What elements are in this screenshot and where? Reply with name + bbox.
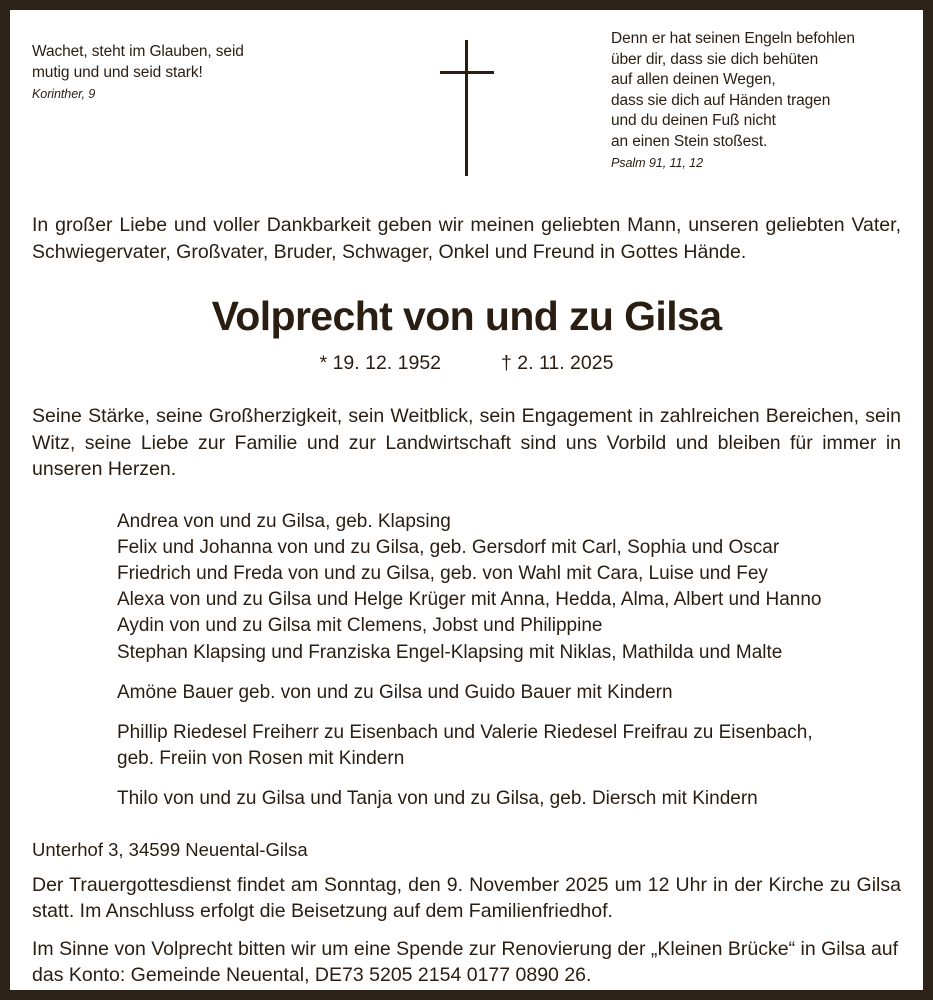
family-line: Aydin von und zu Gilsa mit Clemens, Jobst und Philippine <box>117 615 603 637</box>
donation-text: Im Sinne von Volprecht bitten wir um eine Spende zur Renovierung der „Kleinen Brücke“ in Gilsa auf das Konto: Gemeinde Neuental, DE73 5205 2154 0177 0890 26. <box>32 937 899 987</box>
family-line: Phillip Riedesel Freiherr zu Eisenbach und Valerie Riedesel Freifrau zu Eisenbach, <box>117 721 813 743</box>
tribute-text: Seine Stärke, seine Großherzigkeit, sein Weitblick, sein Engagement in zahlreichen Bereichen, sein Witz, seine Liebe zur Familie und zur Landwirtschaft sind uns Vorbild und bleiben für immer in unseren Herzen. <box>32 405 901 480</box>
deceased-name: Volprecht von und zu Gilsa <box>211 293 722 339</box>
family-line: Stephan Klapsing und Franziska Engel-Klapsing mit Niklas, Mathilda und Malte <box>117 641 783 663</box>
quote-left-line-2: mutig und und seid stark! <box>32 63 203 81</box>
family-survivors-list <box>32 509 901 813</box>
birth-date: * 19. 12. 1952 <box>319 352 442 374</box>
family-line: Friedrich und Freda von und zu Gilsa, geb. von Wahl mit Cara, Luise und Fey <box>117 562 768 584</box>
quote-right-line-1: Denn er hat seinen Engeln befohlen <box>611 30 855 47</box>
deceased-name-block <box>32 292 901 375</box>
cross-vertical-beam <box>465 40 468 176</box>
family-line: Andrea von und zu Gilsa, geb. Klapsing <box>117 510 451 532</box>
family-line: Felix und Johanna von und zu Gilsa, geb. Gersdorf mit Carl, Sophia und Oscar <box>117 536 780 558</box>
family-group <box>117 786 901 812</box>
quote-left-line-1: Wachet, steht im Glauben, seid <box>32 43 244 60</box>
life-dates <box>32 351 901 375</box>
quote-right-line-3: auf allen deinen Wegen, <box>611 71 776 88</box>
quote-right-source: Psalm 91, 11, 12 <box>611 156 703 170</box>
family-group <box>117 720 901 772</box>
footer-block <box>32 838 901 989</box>
quote-right-line-4: dass sie dich auf Händen tragen <box>611 91 831 109</box>
address-text: Unterhof 3, 34599 Neuental-Gilsa <box>32 838 308 860</box>
funeral-service-text: Der Trauergottesdienst findet am Sonntag, den 9. November 2025 um 12 Uhr in der Kirche zu Gilsa statt. Im Anschluss erfolgt die Beisetzung auf dem Familienfriedhof. <box>32 873 901 923</box>
quote-right-line-2: über dir, dass sie dich behüten <box>611 50 819 68</box>
death-date: † 2. 11. 2025 <box>501 352 614 374</box>
quote-right-line-6: an einen Stein stoßest. <box>611 132 768 150</box>
scripture-quote-left <box>32 24 317 103</box>
family-line: geb. Freiin von Rosen mit Kindern <box>117 748 405 770</box>
family-line: Alexa von und zu Gilsa und Helge Krüger mit Anna, Hedda, Alma, Albert und Hanno <box>117 589 822 611</box>
family-group <box>117 680 901 706</box>
quote-right-line-5: und du deinen Fuß nicht <box>611 112 776 129</box>
family-group <box>117 509 901 666</box>
family-line: Amöne Bauer geb. von und zu Gilsa und Guido Bauer mit Kindern <box>117 681 673 703</box>
christian-cross-icon <box>437 40 497 176</box>
family-line: Thilo von und zu Gilsa und Tanja von und zu Gilsa, geb. Diersch mit Kindern <box>117 788 758 810</box>
scripture-quote-band <box>32 24 901 196</box>
scripture-quote-right <box>611 24 901 172</box>
quote-left-source: Korinther, 9 <box>32 87 96 101</box>
obituary-card <box>10 10 923 990</box>
cross-horizontal-beam <box>440 71 494 74</box>
introduction-text: In großer Liebe und voller Dankbarkeit geben wir meinen geliebten Mann, unseren geliebten Vater, Schwiegervater, Großvater, Bruder, Schwager, Onkel und Freund in Gottes Hände. <box>32 214 901 263</box>
